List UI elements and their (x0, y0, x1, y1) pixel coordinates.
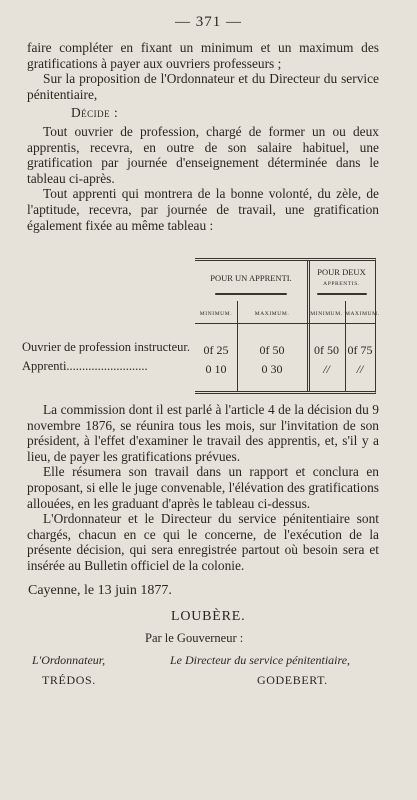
header-swash-two (317, 293, 367, 295)
intro-block (27, 40, 379, 233)
left-signature-title: L'Ordonnateur, (32, 653, 106, 667)
table-cell: 0f 50 (314, 343, 339, 357)
paragraph-6: Elle résumera son travail dans un rapport et conclura en proposant, si elle le juge convenable, l'élévation des gratifications allouées, en les graduant d'après le tableau ci-dessus. (27, 464, 379, 511)
col-header-min-2: MINIMUM. (310, 311, 343, 317)
by-governor-line: Par le Gouverneur : (145, 631, 244, 645)
table-cell: 0f 50 (259, 343, 285, 357)
group-header-one: POUR UN APPRENTI. (210, 273, 292, 283)
col-header-min-1: MINIMUM. (199, 311, 233, 317)
paragraph-4: Tout apprenti qui montrera de la bonne volonté, du zèle, de l'aptitude, recevra, par journée de travail, une gratification également fixée au même tableau : (27, 186, 379, 233)
row-label-instructor: Ouvrier de profession instructeur. (22, 340, 191, 354)
group-header-two: POUR DEUX (317, 267, 366, 277)
paragraph-5: La commission dont il est parlé à l'article 4 de la décision du 9 novembre 1876, se réunira tous les mois, sur l'invitation de son président, à l'effet d'examiner le travail des apprentis, et, s'il y a lieu, de payer les gratifications prévues. (27, 402, 379, 464)
paragraph-2: Sur la proposition de l'Ordonnateur et du Directeur du service pénitentiaire, (27, 71, 379, 102)
date-line: Cayenne, le 13 juin 1877. (28, 583, 172, 598)
row-label-apprentice: Apprenti.......................... (22, 359, 148, 373)
signatory-name: LOUBÈRE. (171, 609, 246, 624)
table-cell: 0 10 (205, 362, 227, 376)
paragraph-3: Tout ouvrier de profession, chargé de former un ou deux apprentis, recevra, en outre de son salaire habituel, une gratification par journée d'enseignement déterminée dans le tableau ci-après. (27, 123, 379, 186)
col-header-max-1: MAXIMUM. (254, 311, 290, 317)
closing-block (27, 402, 379, 574)
right-signature-name: GODEBERT. (257, 673, 328, 687)
left-signature-name: TRÉDOS. (42, 673, 96, 687)
col-header-max-2: MAXIMUM. (345, 311, 380, 317)
table-cell: 0f 25 (203, 343, 229, 357)
right-signature-title: Le Directeur du service pénitentiaire, (170, 653, 351, 667)
decide-heading: Décide : (71, 105, 119, 121)
table-cell: 0 30 (261, 362, 283, 376)
paragraph-7: L'Ordonnateur et le Directeur du service pénitentiaire sont chargés, chacun en ce qui le concerne, de l'exécution de la présente décision, qui sera enregistrée partout où besoin sera et insérée au Bulletin officiel de la colonie. (27, 511, 379, 573)
page-number: — 371 — (175, 14, 242, 30)
group-subheader: APPRENTIS. (323, 281, 360, 287)
table-cell: 0f 75 (347, 343, 373, 357)
table-cell: // (356, 362, 364, 376)
gratification-table (22, 258, 378, 392)
header-swash-one (215, 293, 287, 295)
table-cell: // (323, 362, 330, 376)
paragraph-1: faire compléter en fixant un minimum et un maximum des gratifications à payer aux ouvriers professeurs ; (27, 40, 379, 71)
table-frame (195, 258, 380, 394)
